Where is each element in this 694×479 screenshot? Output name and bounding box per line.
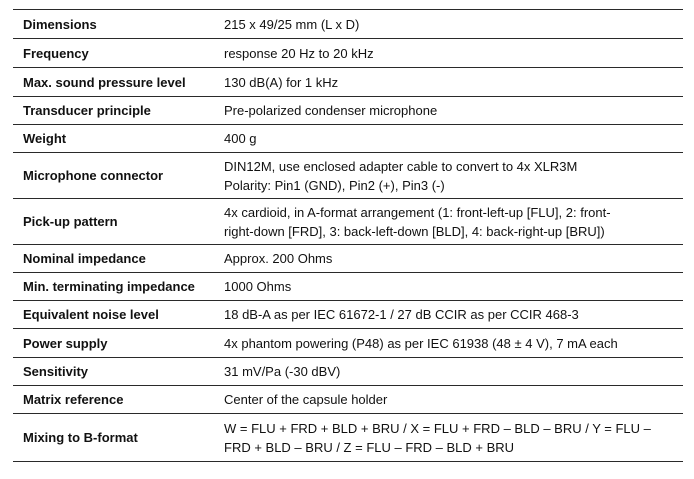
spec-row-sensitivity: [13, 358, 683, 386]
spec-label: Microphone connector: [23, 168, 164, 183]
spec-row-frequency: [13, 39, 683, 68]
spec-value: W = FLU + FRD + BLD + BRU / X = FLU + FRD – BLD – BRU / Y = FLU – FRD + BLD – BRU / Z = FLU – FRD – BLD + BRU: [224, 420, 651, 455]
spec-label: Min. terminating impedance: [23, 279, 195, 294]
spec-row-transducer: [13, 97, 683, 125]
spec-row-mixing-b-format: [13, 414, 683, 462]
spec-label: Mixing to B-format: [23, 430, 138, 445]
spec-value: response 20 Hz to 20 kHz: [224, 45, 374, 61]
spec-label: Equivalent noise level: [23, 307, 159, 322]
spec-label: Max. sound pressure level: [23, 74, 186, 90]
spec-value: 215 x 49/25 mm (L x D): [224, 16, 360, 32]
spec-label: Power supply: [23, 335, 108, 351]
spec-value: 18 dB-A as per IEC 61672-1 / 27 dB CCIR as per CCIR 468-3: [224, 307, 579, 322]
spec-row-pickup-pattern: [13, 199, 683, 245]
spec-row-connector: [13, 153, 683, 199]
spec-value: 4x phantom powering (P48) as per IEC 61938 (48 ± 4 V), 7 mA each: [224, 335, 618, 351]
spec-value: Center of the capsule holder: [224, 392, 388, 407]
spec-label: Matrix reference: [23, 392, 124, 407]
spec-label: Dimensions: [23, 16, 97, 32]
spec-label: Sensitivity: [23, 364, 89, 379]
spec-value: 31 mV/Pa (-30 dBV): [224, 364, 341, 379]
spec-row-matrix-reference: [13, 386, 683, 414]
spec-row-max-spl: [13, 68, 683, 97]
spec-row-dimensions: [13, 10, 683, 39]
spec-value: 4x cardioid, in A-format arrangement (1: front-left-up [FLU], 2: front- right-down [FRD], 3: back-left-down [BLD], 4: back-right-up [BRU]): [224, 204, 611, 239]
spec-value: 130 dB(A) for 1 kHz: [224, 74, 339, 90]
spec-row-weight: [13, 125, 683, 153]
spec-label: Pick-up pattern: [23, 214, 118, 229]
spec-value: 400 g: [224, 131, 257, 146]
spec-value: DIN12M, use enclosed adapter cable to convert to 4x XLR3M Polarity: Pin1 (GND), Pin2 (+), Pin3 (-): [224, 158, 578, 193]
spec-row-noise-level: [13, 301, 683, 329]
spec-row-min-terminating-impedance: [13, 273, 683, 301]
spec-label: Weight: [23, 131, 67, 146]
spec-label: Nominal impedance: [23, 251, 146, 266]
spec-row-power-supply: [13, 329, 683, 358]
spec-row-nominal-impedance: [13, 245, 683, 273]
spec-label: Transducer principle: [23, 103, 151, 118]
specifications-table: [13, 9, 683, 462]
spec-label: Frequency: [23, 45, 89, 61]
spec-value: Pre-polarized condenser microphone: [224, 103, 438, 118]
spec-value: Approx. 200 Ohms: [224, 251, 333, 266]
spec-value: 1000 Ohms: [224, 279, 292, 294]
